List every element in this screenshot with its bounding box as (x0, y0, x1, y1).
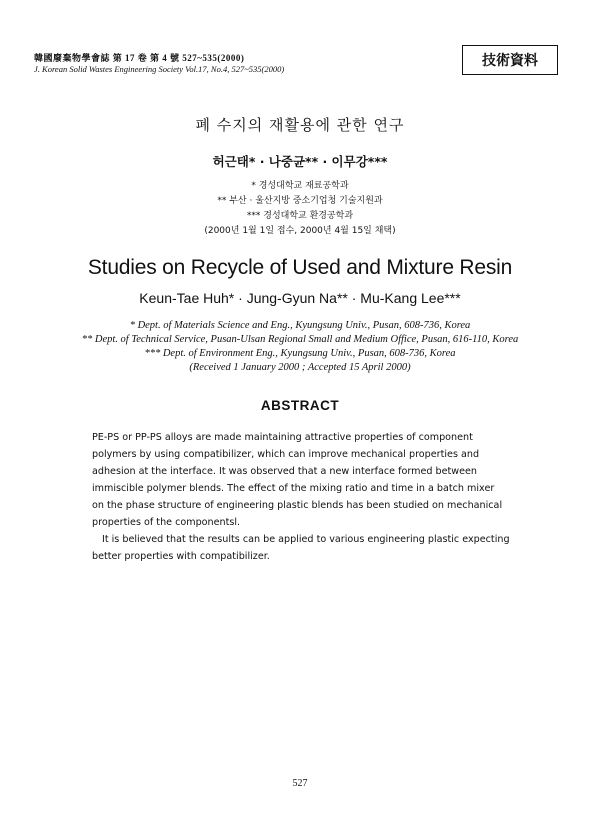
abstract-line: properties of the componentsl. (92, 517, 241, 528)
abstract-line: adhesion at the interface. It was observed that a new interface formed between (92, 466, 477, 477)
affiliation-korean-1: * 경성대학교 재료공학과 (251, 181, 349, 191)
affiliation-korean-3: *** 경성대학교 환경공학과 (246, 211, 354, 221)
journal-citation-korean: 韓國廢棄物學會誌 第 17 卷 第 4 號 527~535(2000) (34, 53, 245, 63)
authors-korean: 허근태* · 나중균** · 이무강*** (212, 154, 388, 169)
affiliation-english-3: *** Dept. of Environment Eng., Kyungsung Univ., Pusan, 608-736, Korea (144, 348, 456, 359)
received-date-korean: (2000년 1월 1일 접수, 2000년 4월 15일 채택) (204, 226, 396, 236)
title-korean: 폐 수지의 재활용에 관한 연구 (195, 116, 405, 134)
authors-english: Keun-Tae Huh* · Jung-Gyun Na** · Mu-Kang Lee*** (139, 290, 461, 306)
abstract-line: It is believed that the results can be applied to various engineering plastic expecting (102, 534, 510, 545)
abstract-line: better properties with compatibilizer. (92, 551, 270, 562)
article-type-badge: 技術資料 (462, 45, 558, 75)
page-number: 527 (292, 778, 308, 789)
journal-citation-english: J. Korean Solid Wastes Engineering Society Vol.17, No.4, 527~535(2000) (34, 64, 285, 74)
affiliation-korean-2: ** 부산 · 울산지방 중소기업청 기술지원과 (217, 196, 383, 206)
received-date-english: (Received 1 January 2000 ; Accepted 15 April 2000) (189, 362, 411, 373)
affiliation-english-1: * Dept. of Materials Science and Eng., Kyungsung Univ., Pusan, 608-736, Korea (129, 320, 471, 331)
title-english: Studies on Recycle of Used and Mixture Resin (87, 256, 513, 279)
abstract-line: polymers by using compatibilizer, which can improve mechanical properties and (92, 449, 480, 460)
affiliation-english-2: ** Dept. of Technical Service, Pusan-Ulsan Regional Small and Medium Office, Pusan, 616-110, Korea (81, 334, 519, 345)
abstract-heading: ABSTRACT (260, 398, 340, 413)
abstract-line: immiscible polymer blends. The effect of the mixing ratio and time in a batch mixer (92, 483, 495, 494)
abstract-line: on the phase structure of engineering plastic blends has been studied on mechanical (92, 500, 503, 511)
abstract-line: PE-PS or PP-PS alloys are made maintaining attractive properties of component (92, 432, 473, 443)
